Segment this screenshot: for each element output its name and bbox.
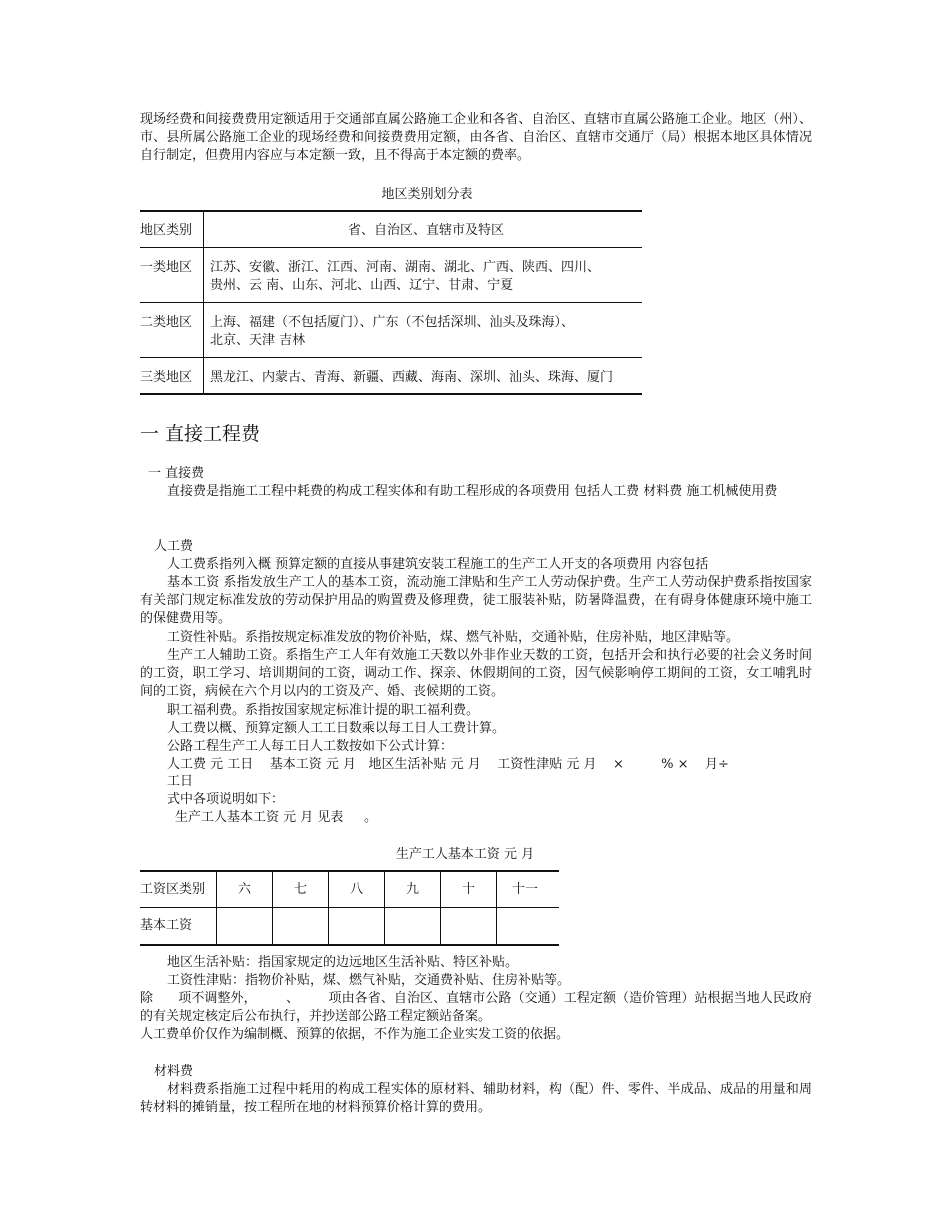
labor-explain: 式中各项说明如下： xyxy=(167,792,285,807)
note-unit-price: 人工费单价仅作为编制概、预算的依据，不作为施工企业实发工资的依据。 xyxy=(140,1027,570,1042)
labor-calc: 人工费以概、预算定额人工工日数乘以每工日人工费计算。 xyxy=(167,721,506,736)
labor-formula-intro: 公路工程生产工人每工日人工数按如下公式计算： xyxy=(167,739,454,754)
region-header-provinces: 省、自治区、直辖市及特区 xyxy=(347,223,504,238)
material-text: 材料费系指施工过程中耗用的构成工程实体的原材料、辅助材料，构（配）件、零件、半成品、成品的用量和周转材料的摊销量，按工程所在地的材料预算价格计算的费用。 xyxy=(140,1082,812,1115)
labor-heading: 人工费 xyxy=(154,539,194,554)
labor-formula: 人工费 元 工日 基本工资 元 月 地区生活补贴 元 月 工资性津贴 元 月 × % × 月÷ xyxy=(167,757,729,772)
labor-basic-wage: 基本工资 系指发放生产工人的基本工资，流动施工津贴和生产工人劳动保护费。生产工人劳动保护费系指按国家有关部门规定标准发放的劳动保护用品的购置费及修理费，徒工服装补贴，防暑降温费，在有碍身体健康环境中施工的保健费用等。 xyxy=(140,575,812,626)
direct-cost-text: 直接费是指施工工程中耗费的构成工程实体和有助工程形成的各项费用 包括人工费 材料费 施工机械使用费 xyxy=(167,484,778,499)
region-row-3-line1: 黑龙江、内蒙古、青海、新疆、西藏、海南、深圳、汕头、珠海、厦门 xyxy=(210,370,614,385)
labor-allowance: 工资性补贴。系指按规定标准发放的物价补贴，煤、燃气补贴，交通补贴，住房补贴，地区津贴等。 xyxy=(167,630,740,645)
wage-header-8: 八 xyxy=(349,882,363,897)
section-title: 一 直接工程费 xyxy=(140,423,261,445)
wage-header-7: 七 xyxy=(293,882,307,897)
wage-row-label: 基本工资 xyxy=(140,918,193,933)
intro-paragraph: 现场经费和间接费费用定额适用于交通部直属公路施工企业和各省、自治区、直辖市直属公路施工企业。地区（州）、市、县所属公路施工企业的现场经费和间接费费用定额，由各省、自治区、直辖市交通厅（局）根据本地区具体情况自行制定，但费用内容应与本定额一致，且不得高于本定额的费率。 xyxy=(140,112,812,163)
region-row-1-line2: 贵州、云 南、山东、河北、山西、辽宁、甘肃、宁夏 xyxy=(210,278,514,293)
note-region-subsidy: 地区生活补贴：指国家规定的边远地区生活补贴、特区补贴。 xyxy=(167,955,519,970)
region-row-2-category: 二类地区 xyxy=(140,315,193,330)
material-heading: 材料费 xyxy=(154,1064,194,1079)
region-row-2-line2: 北京、天津 吉林 xyxy=(210,333,306,348)
direct-cost-heading: 一 直接费 xyxy=(148,466,205,481)
note-adjustment: 除 项不调整外， 、 项由各省、自治区、直辖市公路（交通）工程定额（造价管理）站根据当地人民政府的有关规定核定后公布执行，并抄送部公路工程定额站备案。 xyxy=(140,991,812,1024)
wage-header-9: 九 xyxy=(405,882,419,897)
region-row-3-category: 三类地区 xyxy=(140,370,193,385)
wage-header-6: 六 xyxy=(237,882,251,897)
labor-formula-line2: 工日 xyxy=(167,774,194,789)
wage-header-11: 十一 xyxy=(511,882,538,897)
region-row-1-category: 一类地区 xyxy=(140,260,193,275)
labor-aux-wage: 生产工人辅助工资。系指生产工人年有效施工天数以外非作业天数的工资，包括开会和执行必要的社会义务时间的工资，职工学习、培训期间的工资，调动工作、探亲、休假期间的工资，因气候影响停工期间的工资，女工哺乳时间的工资，病候在六个月以内的工资及产、婚、丧候期的工资。 xyxy=(140,648,812,699)
region-table-caption: 地区类别划分表 xyxy=(381,187,473,202)
labor-welfare: 职工福利费。系指按国家规定标准计提的职工福利费。 xyxy=(167,703,480,718)
wage-table-caption: 生产工人基本工资 元 月 xyxy=(395,847,535,862)
region-row-2-line1: 上海、福建（不包括厦门）、广东（不包括深圳、汕头及珠海）、 xyxy=(210,315,575,330)
labor-intro: 人工费系指列入概 预算定额的直接从事建筑安装工程施工的生产工人开支的各项费用 内容包括 xyxy=(167,557,709,572)
region-row-1-line1: 江苏、安徽、浙江、江西、河南、湖南、湖北、广西、陕西、四川、 xyxy=(210,260,601,275)
note-wage-allowance: 工资性津贴：指物价补贴，煤、燃气补贴，交通费补贴、住房补贴等。 xyxy=(167,973,571,988)
wage-header-10: 十 xyxy=(461,882,475,897)
wage-header-category: 工资区类别 xyxy=(140,882,206,897)
labor-basic-wage-ref: 生产工人基本工资 元 月 见表 。 xyxy=(175,810,378,825)
region-header-category: 地区类别 xyxy=(140,223,193,238)
